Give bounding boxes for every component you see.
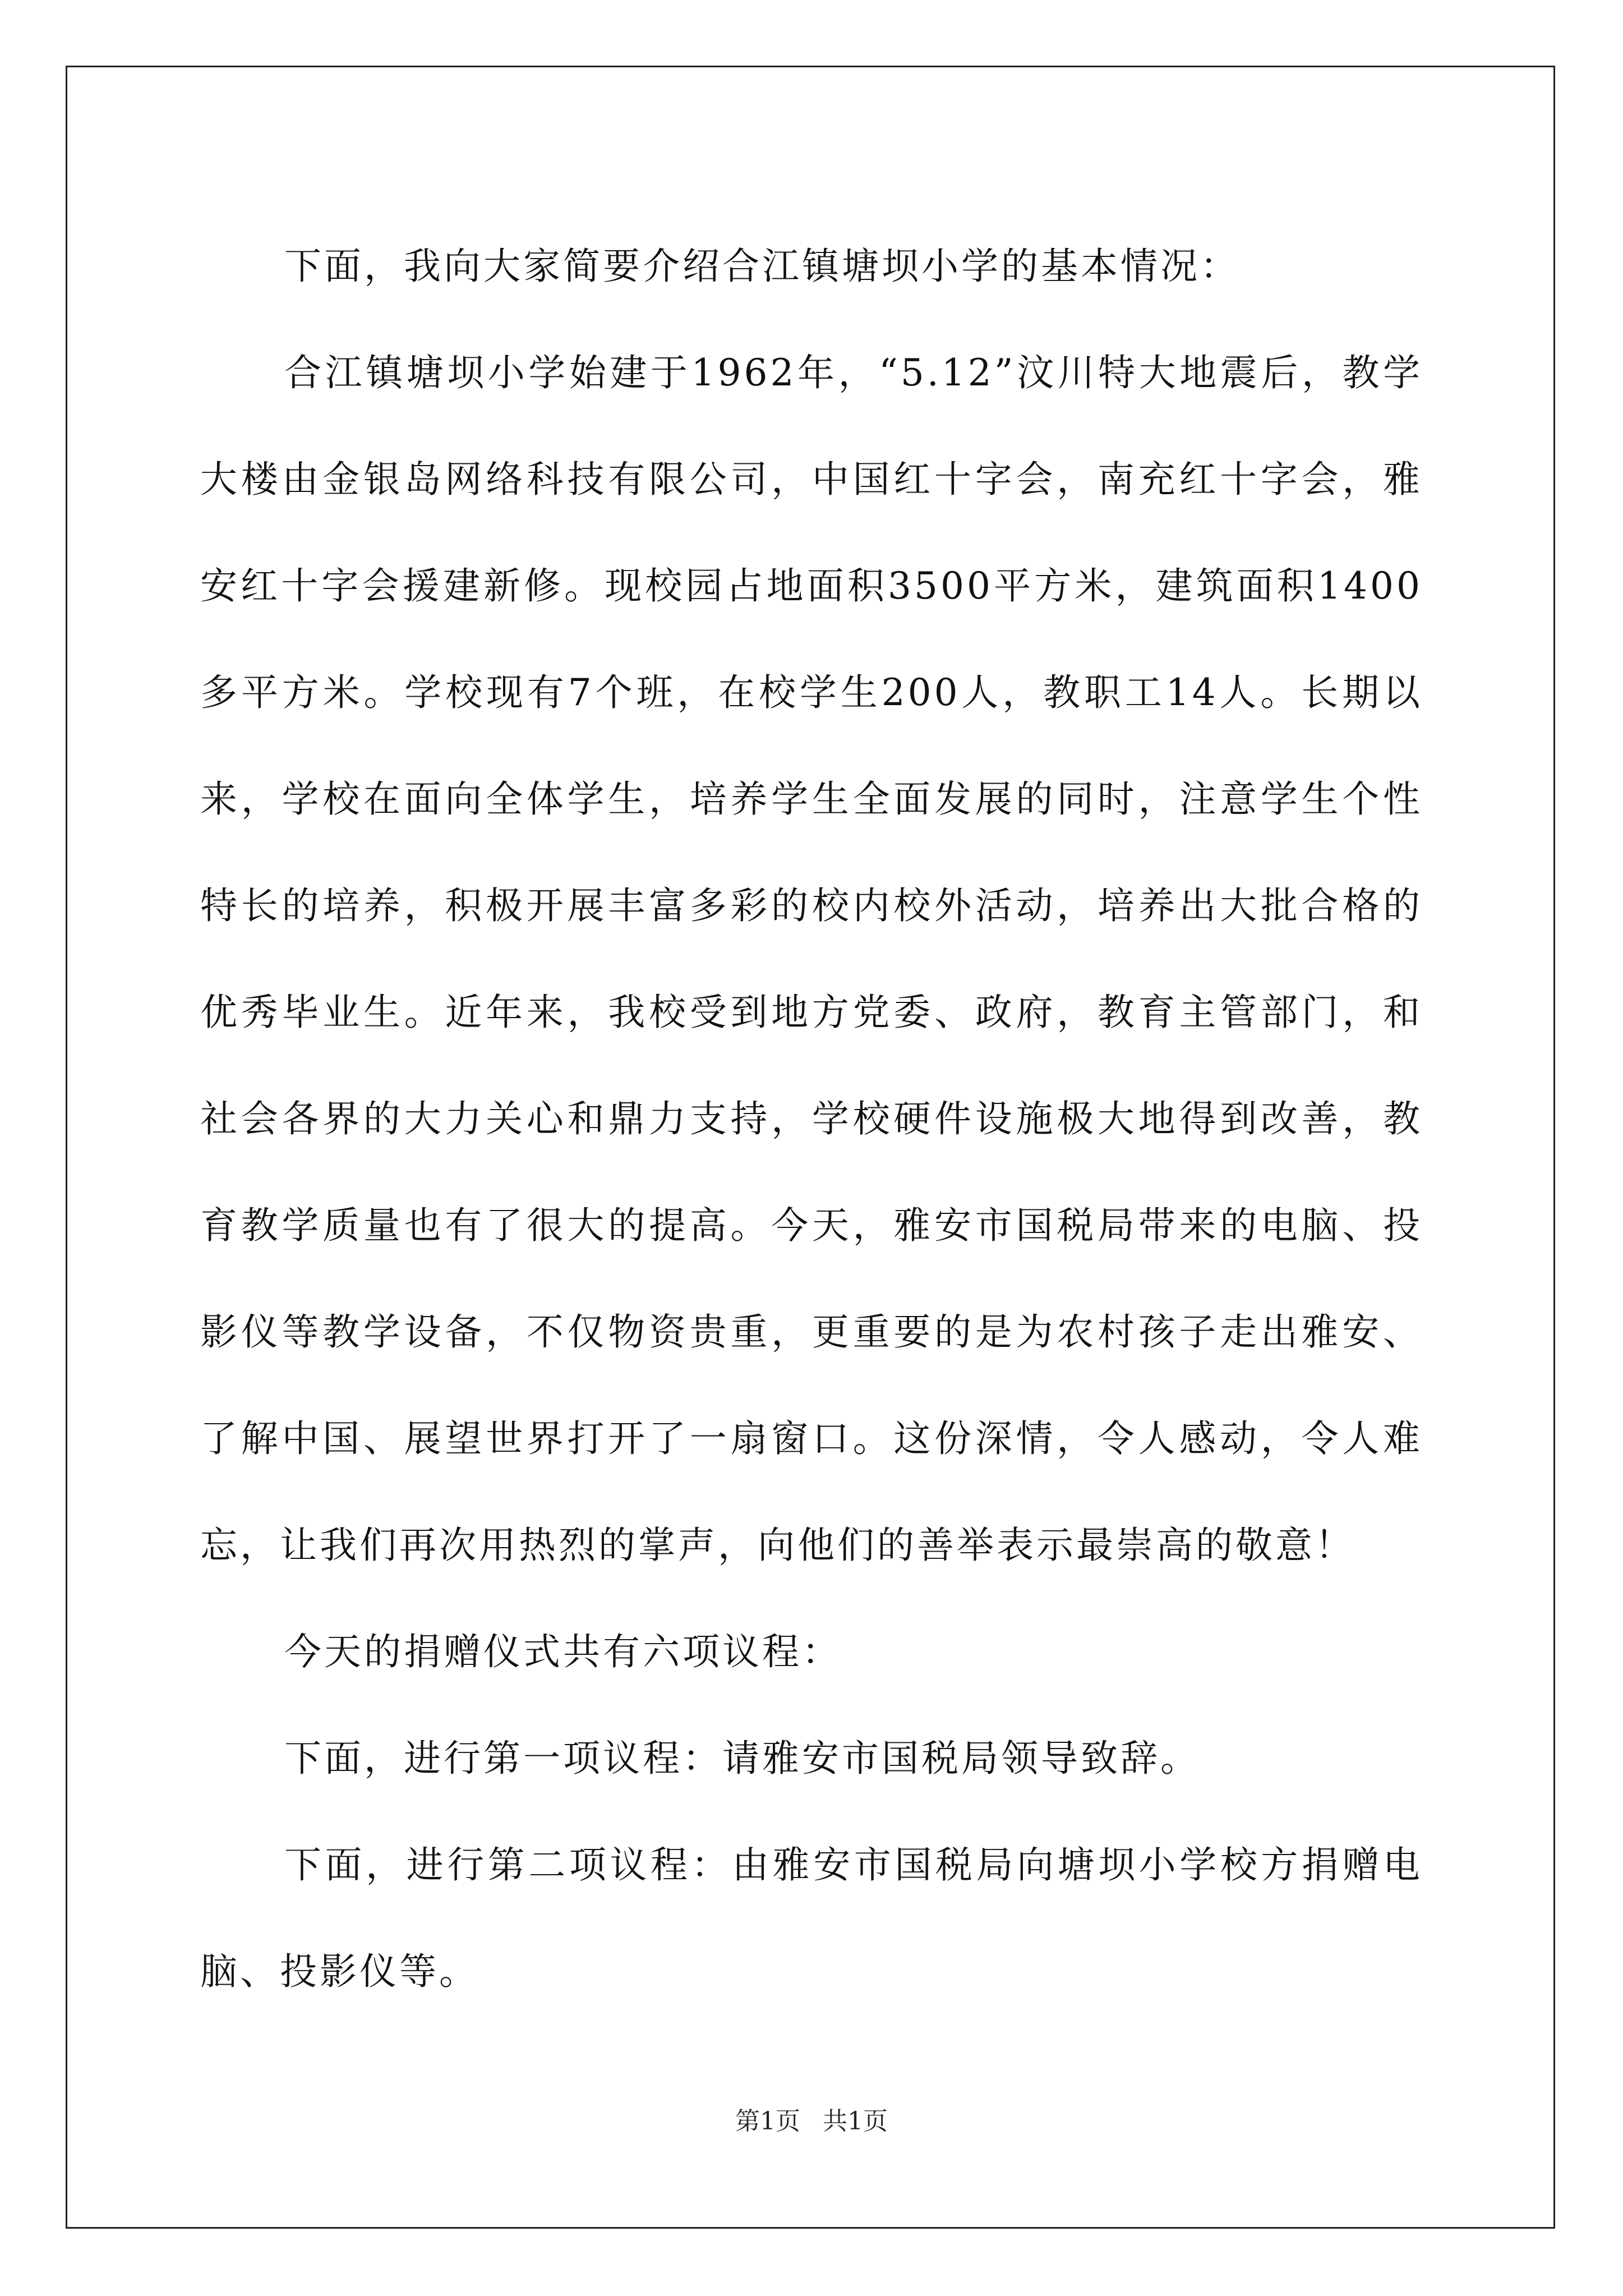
paragraph-intro: 下面，我向大家简要介绍合江镇塘坝小学的基本情况： [284,245,1240,288]
paragraph-agenda-item-2: 下面，进行第二项议程：由雅安市国税局向塘坝小学校方捐赠电脑、投影仪等。 [200,1843,1423,1993]
page-number: 第1页 [735,2107,800,2136]
page-footer [0,2101,1623,2137]
document-body [200,213,1423,2025]
paragraph-agenda: 今天的捐赠仪式共有六项议程： [284,1630,842,1673]
paragraph-agenda-item-1: 下面，进行第一项议程：请雅安市国税局领导致辞。 [284,1737,1200,1780]
paragraph-school-info: 合江镇塘坝小学始建于1962年，“5.12”汶川特大地震后，教学大楼由金银岛网络科技有限公司，中国红十字会，南充红十字会，雅安红十字会援建新修。现校园占地面积3500平方米，建筑面积1400多平方米。学校现有7个班，在校学生200人，教职工14人。长期以来，学校在面向全体学生，培养学生全面发展的同时，注意学生个性特长的培养，积极开展丰富多彩的校内校外活动，培养出大批合格的优秀毕业生。近年来，我校受到地方党委、政府，教育主管部门，和社会各界的大力关心和鼎力支持，学校硬件设施极大地得到改善，教育教学质量也有了很大的提高。今天，雅安市国税局带来的电脑、投影仪等教学设备，不仅物资贵重，更重要的是为农村孩子走出雅安、了解中国、展望世界打开了一扇窗口。这份深情，令人感动，令人难忘，让我们再次用热烈的掌声，向他们的善举表示最崇高的敬意！ [200,351,1423,1567]
page-total: 共1页 [823,2107,888,2136]
